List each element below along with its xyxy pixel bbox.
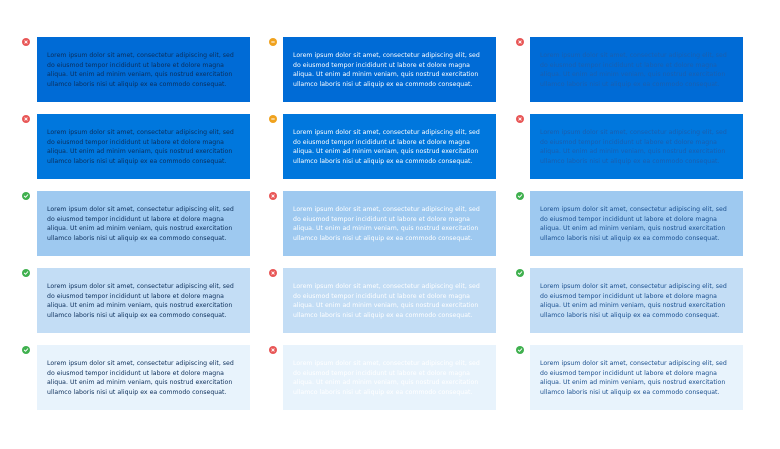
check-icon xyxy=(22,192,30,200)
x-icon xyxy=(22,115,30,123)
check-icon xyxy=(516,269,524,277)
check-icon xyxy=(22,346,30,354)
x-icon xyxy=(269,269,277,277)
text-sample-card: Lorem ipsum dolor sit amet, consectetur adipiscing elit, sed do eiusmod tempor incididunt ut labore et dolore magna aliqua. Ut enim ad minim veniam, quis nostrud exercitation ullamco laboris nisi ut aliquip ex ea commodo consequat. xyxy=(530,191,743,256)
minus-icon xyxy=(269,115,277,123)
x-icon xyxy=(516,38,524,46)
text-sample-card: Lorem ipsum dolor sit amet, consectetur adipiscing elit, sed do eiusmod tempor incididunt ut labore et dolore magna aliqua. Ut enim ad minim veniam, quis nostrud exercitation ullamco laboris nisi ut aliquip ex ea commodo consequat. xyxy=(283,37,496,102)
text-sample-card: Lorem ipsum dolor sit amet, consectetur adipiscing elit, sed do eiusmod tempor incididunt ut labore et dolore magna aliqua. Ut enim ad minim veniam, quis nostrud exercitation ullamco laboris nisi ut aliquip ex ea commodo consequat. xyxy=(283,191,496,256)
x-icon xyxy=(269,346,277,354)
text-sample-card: Lorem ipsum dolor sit amet, consectetur adipiscing elit, sed do eiusmod tempor incididunt ut labore et dolore magna aliqua. Ut enim ad minim veniam, quis nostrud exercitation ullamco laboris nisi ut aliquip ex ea commodo consequat. xyxy=(283,268,496,333)
text-sample-card: Lorem ipsum dolor sit amet, consectetur adipiscing elit, sed do eiusmod tempor incididunt ut labore et dolore magna aliqua. Ut enim ad minim veniam, quis nostrud exercitation ullamco laboris nisi ut aliquip ex ea commodo consequat. xyxy=(283,345,496,410)
check-icon xyxy=(22,269,30,277)
text-sample-card: Lorem ipsum dolor sit amet, consectetur adipiscing elit, sed do eiusmod tempor incididunt ut labore et dolore magna aliqua. Ut enim ad minim veniam, quis nostrud exercitation ullamco laboris nisi ut aliquip ex ea commodo consequat. xyxy=(37,37,250,102)
text-sample-card: Lorem ipsum dolor sit amet, consectetur adipiscing elit, sed do eiusmod tempor incididunt ut labore et dolore magna aliqua. Ut enim ad minim veniam, quis nostrud exercitation ullamco laboris nisi ut aliquip ex ea commodo consequat. xyxy=(37,191,250,256)
text-sample-card: Lorem ipsum dolor sit amet, consectetur adipiscing elit, sed do eiusmod tempor incididunt ut labore et dolore magna aliqua. Ut enim ad minim veniam, quis nostrud exercitation ullamco laboris nisi ut aliquip ex ea commodo consequat. xyxy=(37,345,250,410)
text-sample-card: Lorem ipsum dolor sit amet, consectetur adipiscing elit, sed do eiusmod tempor incididunt ut labore et dolore magna aliqua. Ut enim ad minim veniam, quis nostrud exercitation ullamco laboris nisi ut aliquip ex ea commodo consequat. xyxy=(530,114,743,179)
x-icon xyxy=(516,115,524,123)
text-sample-card: Lorem ipsum dolor sit amet, consectetur adipiscing elit, sed do eiusmod tempor incididunt ut labore et dolore magna aliqua. Ut enim ad minim veniam, quis nostrud exercitation ullamco laboris nisi ut aliquip ex ea commodo consequat. xyxy=(530,37,743,102)
check-icon xyxy=(516,346,524,354)
text-sample-card: Lorem ipsum dolor sit amet, consectetur adipiscing elit, sed do eiusmod tempor incididunt ut labore et dolore magna aliqua. Ut enim ad minim veniam, quis nostrud exercitation ullamco laboris nisi ut aliquip ex ea commodo consequat. xyxy=(37,268,250,333)
check-icon xyxy=(516,192,524,200)
x-icon xyxy=(22,38,30,46)
minus-icon xyxy=(269,38,277,46)
text-sample-card: Lorem ipsum dolor sit amet, consectetur adipiscing elit, sed do eiusmod tempor incididunt ut labore et dolore magna aliqua. Ut enim ad minim veniam, quis nostrud exercitation ullamco laboris nisi ut aliquip ex ea commodo consequat. xyxy=(530,268,743,333)
x-icon xyxy=(269,192,277,200)
text-sample-card: Lorem ipsum dolor sit amet, consectetur adipiscing elit, sed do eiusmod tempor incididunt ut labore et dolore magna aliqua. Ut enim ad minim veniam, quis nostrud exercitation ullamco laboris nisi ut aliquip ex ea commodo consequat. xyxy=(37,114,250,179)
text-sample-card: Lorem ipsum dolor sit amet, consectetur adipiscing elit, sed do eiusmod tempor incididunt ut labore et dolore magna aliqua. Ut enim ad minim veniam, quis nostrud exercitation ullamco laboris nisi ut aliquip ex ea commodo consequat. xyxy=(530,345,743,410)
text-sample-card: Lorem ipsum dolor sit amet, consectetur adipiscing elit, sed do eiusmod tempor incididunt ut labore et dolore magna aliqua. Ut enim ad minim veniam, quis nostrud exercitation ullamco laboris nisi ut aliquip ex ea commodo consequat. xyxy=(283,114,496,179)
